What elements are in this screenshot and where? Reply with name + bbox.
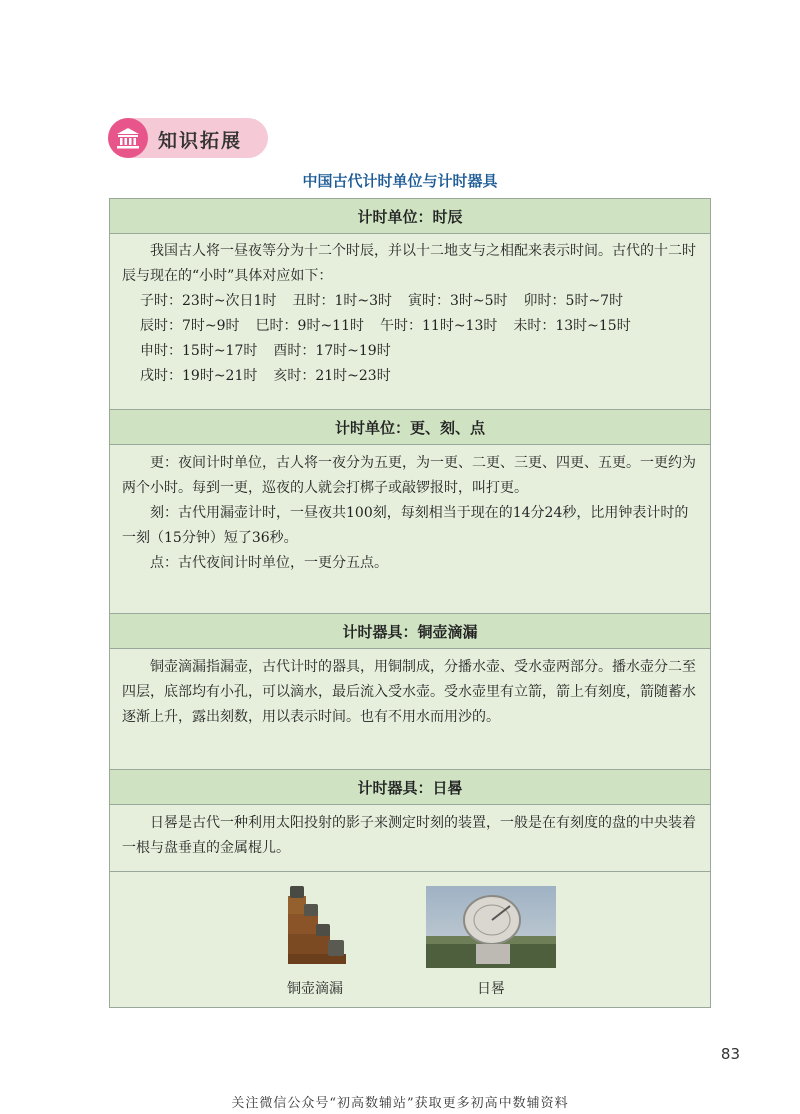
time-row: [140, 364, 698, 389]
time-row: [140, 289, 698, 314]
section-body-geng: [110, 445, 710, 576]
time-cell: 午时：11时~13时: [380, 318, 498, 334]
time-cell: 丑时：1时~3时: [292, 293, 392, 309]
paragraph: 日晷是古代一种利用太阳投射的影子来测定时刻的装置，一般是在有刻度的盘的中央装着一根与盘垂直的金属棍儿。: [122, 815, 696, 856]
page-number: 83: [720, 1045, 740, 1063]
figure-caption: 日晷: [477, 981, 505, 997]
time-cell: 未时：13时~15时: [513, 318, 631, 334]
paragraph: 铜壶滴漏指漏壶，古代计时的器具，用铜制成，分播水壶、受水壶两部分。播水壶分二至四层，底部均有小孔，可以滴水，最后流入受水壶。受水壶里有立箭，箭上有刻度，箭随蓄水逐渐上升，露出刻数，用以表示时间。也有不用水而用沙的。: [122, 659, 696, 725]
museum-icon: [108, 118, 148, 158]
figure-rigui: [426, 886, 556, 998]
section-body-shichen: [110, 233, 710, 389]
time-cell: 巳时：9时~11时: [255, 318, 364, 334]
time-cell: 寅时：3时~5时: [408, 293, 508, 309]
paragraph: 我国古人将一昼夜等分为十二个时辰，并以十二地支与之相配来表示时间。古代的十二时辰与现在的“小时”具体对应如下：: [122, 243, 696, 284]
time-cell: 酉时：17时~19时: [273, 343, 391, 359]
time-cell: 辰时：7时~9时: [140, 318, 240, 334]
section-heading-rigui: 计时器具：日晷: [110, 769, 710, 805]
section-heading-geng: 计时单位：更、刻、点: [110, 409, 710, 445]
paragraph: 更：夜间计时单位，古人将一夜分为五更，为一更、二更、三更、四更、五更。一更约为两个小时。每到一更，巡夜的人就会打梆子或敲锣报时，叫打更。: [122, 455, 696, 496]
figure-row: [110, 871, 710, 1008]
time-cell: 申时：15时~17时: [140, 343, 258, 359]
paragraph: 刻：古代用漏壶计时，一昼夜共100刻，每刻相当于现在的14分24秒，比用钟表计时的一刻（15分钟）短了36秒。: [122, 505, 689, 546]
section-body-rigui: [110, 805, 710, 861]
time-cell: 戌时：19时~21时: [140, 368, 258, 384]
figure-caption: 铜壶滴漏: [287, 981, 343, 997]
knowledge-badge: [108, 118, 268, 158]
water-clock-image: [280, 884, 350, 968]
page-title: 中国古代计时单位与计时器具: [302, 172, 498, 190]
paragraph: 点：古代夜间计时单位，一更分五点。: [150, 555, 388, 571]
time-table: [122, 289, 698, 389]
section-heading-shichen: 计时单位：时辰: [110, 199, 710, 234]
time-row: [140, 314, 698, 339]
time-cell: 亥时：21时~23时: [273, 368, 391, 384]
time-row: [140, 339, 698, 364]
section-body-tonghu: [110, 649, 710, 730]
sundial-image: [426, 886, 556, 968]
time-cell: 卯时：5时~7时: [523, 293, 624, 309]
footer-note: 关注微信公众号“初高数辅站”获取更多初高中数辅资料: [231, 1096, 569, 1111]
time-cell: 子时：23时~次日1时: [140, 293, 277, 309]
figure-tonghu: [260, 884, 370, 998]
info-table: [109, 198, 711, 1008]
section-heading-tonghu: 计时器具：铜壶滴漏: [110, 613, 710, 649]
badge-label: 知识拓展: [158, 130, 243, 152]
